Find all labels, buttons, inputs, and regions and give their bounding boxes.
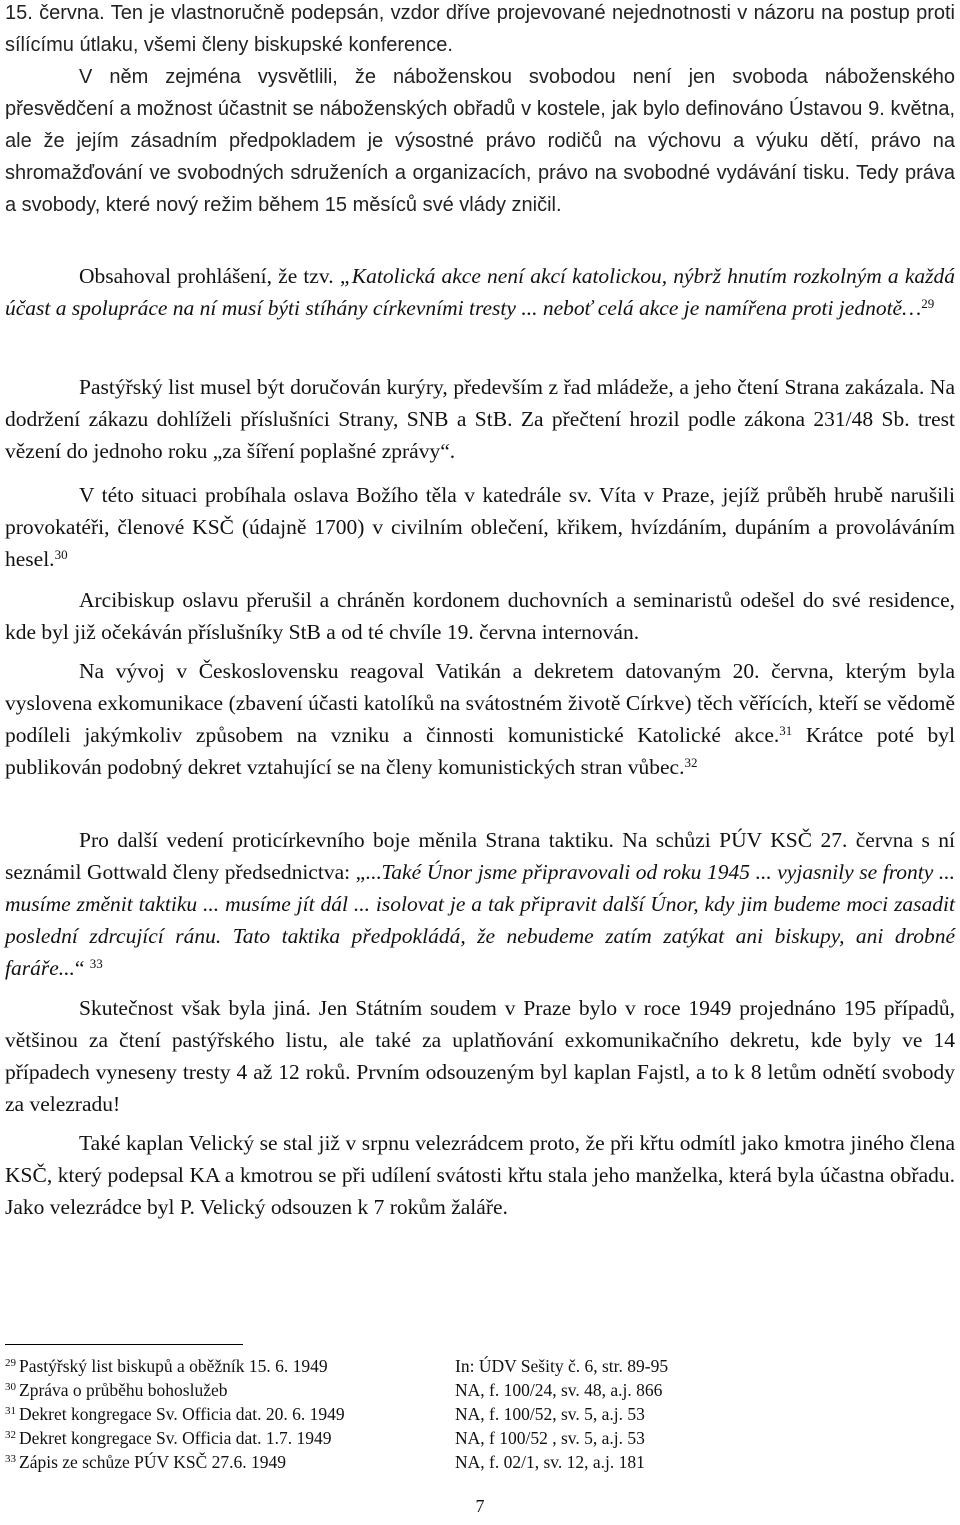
paragraph-9: Skutečnost však byla jiná. Jen Státním soudem v Praze bylo v roce 1949 projednáno 195 případů, většinou za čtení pastýřského listu, ale také za uplatňování exkomunikačního dekretu, kde byly ve 14 případech vyneseny tresty 4 až 12 roků. Prvním odsouzeným byl kaplan Fajstl, a to k 8 letům odnětí svobody za velezradu! [5, 996, 955, 1116]
paragraph-1: 15. června. Ten je vlastnoručně podepsán, vzdor dříve projevované nejednotnosti v názoru na postup proti sílícímu útlaku, všemi členy biskupské konference. [5, 2, 955, 56]
paragraph-4: Pastýřský list musel být doručován kurýry, především z řad mládeže, a jeho čtení Strana zakázala. Na dodržení zákazu dohlíželi příslušníci Strany, SNB a StB. Za přečtení hrozil podle zákona 231/48 Sb. trest vězení do jednoho roku „za šíření poplašné zprávy“. [5, 375, 955, 463]
footnote-text: Dekret kongregace Sv. Officia dat. 1.7. 1949 [19, 1428, 332, 1448]
footnote-number: 29 [5, 1357, 16, 1369]
paragraph-5 [5, 479, 955, 575]
footnote-source: NA, f. 100/52, sv. 5, a.j. 53 [455, 1404, 645, 1424]
footnote-number: 33 [5, 1453, 16, 1465]
paragraph-10: Také kaplan Velický se stal již v srpnu velezrádcem proto, že při křtu odmítl jako kmotra jiného člena KSČ, který podepsal KA a kmotrou se při udílení svátosti křtu stala jeho manželka, která byla účastna obřadu. Jako velezrádce byl P. Velický odsouzen k 7 rokům žaláře. [5, 1131, 955, 1219]
footnote-ref-29[interactable]: 29 [921, 296, 935, 311]
footnote-ref-30[interactable]: 30 [54, 547, 68, 562]
paragraph-7-part-b: Krátce poté byl publikován podobný dekret vztahující se na členy komunistických stran vůbec. [5, 723, 955, 779]
footnote-source: NA, f. 02/1, sv. 12, a.j. 181 [455, 1452, 645, 1472]
footnote-text: Zápis ze schůze PÚV KSČ 27.6. 1949 [19, 1452, 287, 1472]
paragraph-3-quote: „Katolická akce není akcí katolickou, nýbrž hnutím rozkolným a každá účast a spolupráce na ní musí býti stíhány církevními tresty ... neboť celá akce je namířena proti jednotě… [5, 264, 955, 320]
paragraph-2: V něm zejména vysvětlili, že náboženskou svobodou není jen svoboda náboženského přesvědčení a možnost účastnit se náboženských obřadů v kostele, jak bylo definováno Ústavou 9. května, ale že jejím zásadním předpokladem je výsostné právo rodičů na výchovu a výuku dětí, právo na shromažďování ve svobodných sdruženích a organizacích, právo na svobodné vydávání tisku. Tedy práva a svobody, které nový režim během 15 měsíců své vlády zničil. [5, 66, 955, 216]
paragraph-3-lead: Obsahoval prohlášení, že tzv. [79, 264, 340, 288]
page-number: 7 [475, 1496, 485, 1516]
footnote-source: NA, f. 100/24, sv. 48, a.j. 866 [455, 1380, 663, 1400]
footnote-number: 32 [5, 1429, 16, 1441]
footnote-33 [5, 1450, 945, 1474]
paragraph-6: Arcibiskup oslavu přerušil a chráněn kordonem duchovních a seminaristů odešel do své residence, kde byl již očekáván příslušníky StB a od té chvíle 19. června internován. [5, 588, 955, 644]
footnote-32 [5, 1426, 945, 1450]
footnote-source: In: ÚDV Sešity č. 6, str. 89-95 [455, 1356, 669, 1376]
footnote-ref-32[interactable]: 32 [684, 755, 698, 770]
paragraph-7-part-a: Na vývoj v Československu reagoval Vatikán a dekretem datovaným 20. června, kterým byla vyslovena exkomunikace (zbavení účasti katolíků na svátostném životě Církve) těch věřících, kteří se vědomě podíleli jakýmkoliv způsobem na vzniku a činnosti komunistické Katolické akce. [5, 659, 955, 747]
footnotes [5, 1354, 945, 1474]
paragraph-8-quote: Také Únor jsme připravovali od roku 1945 ... vyjasnily se fronty ... musíme změnit taktiku ... musíme jít dál ... isolovat je a tak připravit další Únor, kdy jim budeme moci zasadit poslední zdrcující ránu. Tato taktika předpokládá, že nebudeme zatím zatýkat ani biskupy, ani drobné faráře... [5, 860, 955, 980]
footnote-text: Pastýřský list biskupů a oběžník 15. 6. 1949 [19, 1356, 328, 1376]
paragraph-5-text: V této situaci probíhala oslava Božího těla v katedrále sv. Víta v Praze, jejíž průběh hrubě narušili provokatéři, členové KSČ (údajně 1700) v civilním oblečení, křikem, hvízdáním, dupáním a provoláváním hesel. [5, 483, 955, 571]
footnote-source: NA, f 100/52 , sv. 5, a.j. 53 [455, 1428, 645, 1448]
footnote-29 [5, 1354, 945, 1378]
footnote-31 [5, 1402, 945, 1426]
paragraph-8-lead: Pro další vedení proticírkevního boje měnila Strana taktiku. Na schůzi PÚV KSČ 27. června s ní seznámil Gottwald členy předsednictva: „... [5, 828, 955, 884]
paragraph-8-close-quote: “ [74, 956, 90, 980]
footnote-text: Zpráva o průběhu bohoslužeb [19, 1380, 228, 1400]
paragraph-7 [5, 655, 955, 783]
footnote-30 [5, 1378, 945, 1402]
footnote-text: Dekret kongregace Sv. Officia dat. 20. 6. 1949 [19, 1404, 345, 1424]
paragraph-3 [5, 260, 955, 324]
footnote-number: 30 [5, 1381, 16, 1393]
footnote-divider [5, 1344, 243, 1345]
paragraph-8 [5, 824, 955, 984]
footnote-number: 31 [5, 1405, 16, 1417]
footnote-ref-33[interactable]: 33 [89, 956, 103, 971]
footnote-ref-31[interactable]: 31 [779, 723, 793, 738]
